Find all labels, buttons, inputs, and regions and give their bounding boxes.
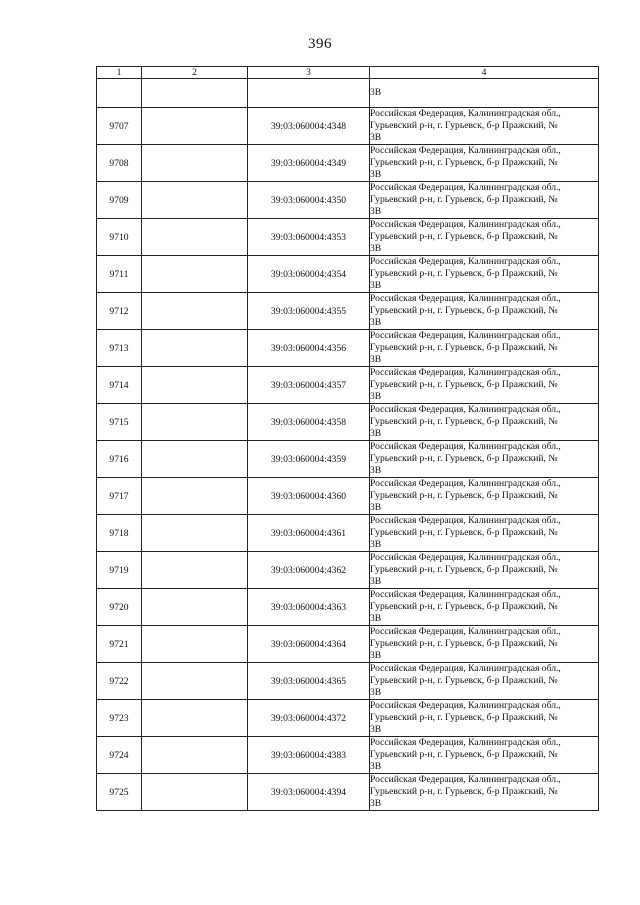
cadastral-number: 39:03:060004:4364 (248, 626, 370, 663)
table-row (97, 293, 599, 330)
column-header-1: 1 (97, 67, 142, 79)
address-cell (370, 330, 599, 367)
address-line-2: Гурьевский р-н, г. Гурьевск, б-р Пражский, № (370, 564, 558, 576)
table-row (97, 367, 599, 404)
empty-cell (142, 256, 248, 293)
table-row (97, 737, 599, 774)
empty-cell (142, 293, 248, 330)
table-header (97, 67, 599, 79)
row-number: 9722 (97, 663, 142, 700)
address-line-1: Российская Федерация, Калининградская обл., (370, 256, 561, 268)
cadastral-number: 39:03:060004:4358 (248, 404, 370, 441)
row-number: 9711 (97, 256, 142, 293)
table-row (97, 219, 599, 256)
address-cell (370, 589, 599, 626)
address-cell (370, 108, 599, 145)
cadastral-number: 39:03:060004:4383 (248, 737, 370, 774)
row-number: 9718 (97, 515, 142, 552)
address-line-3: 3В (370, 168, 382, 180)
table-row (97, 700, 599, 737)
table-row (97, 256, 599, 293)
table-row (97, 108, 599, 145)
address-line-2: Гурьевский р-н, г. Гурьевск, б-р Пражский, № (370, 120, 558, 132)
cadastral-number: 39:03:060004:4350 (248, 182, 370, 219)
row-number: 9707 (97, 108, 142, 145)
address-cell (370, 515, 599, 552)
empty-cell (142, 441, 248, 478)
row-number: 9713 (97, 330, 142, 367)
cadastral-number: 39:03:060004:4361 (248, 515, 370, 552)
cadastral-number: 39:03:060004:4362 (248, 552, 370, 589)
address-line-2: Гурьевский р-н, г. Гурьевск, б-р Пражский, № (370, 601, 558, 613)
row-number: 9723 (97, 700, 142, 737)
address-line-1: Российская Федерация, Калининградская обл., (370, 108, 561, 120)
address-line-3: 3В (370, 131, 382, 143)
address-line-2: Гурьевский р-н, г. Гурьевск, б-р Пражский, № (370, 379, 558, 391)
address-line-1: Российская Федерация, Калининградская обл., (370, 293, 561, 305)
row-number: 9712 (97, 293, 142, 330)
row-number: 9724 (97, 737, 142, 774)
address-cell (370, 367, 599, 404)
empty-cell (142, 367, 248, 404)
address-line-3: 3В (370, 575, 382, 587)
address-cell (370, 79, 599, 108)
address-line-2: Гурьевский р-н, г. Гурьевск, б-р Пражский, № (370, 342, 558, 354)
address-line-2: Гурьевский р-н, г. Гурьевск, б-р Пражский, № (370, 490, 558, 502)
cadastral-number: 39:03:060004:4356 (248, 330, 370, 367)
column-header-3: 3 (248, 67, 370, 79)
empty-cell (142, 478, 248, 515)
table-row (97, 182, 599, 219)
cadastral-number: 39:03:060004:4353 (248, 219, 370, 256)
cadastral-number: 39:03:060004:4348 (248, 108, 370, 145)
address-cell (370, 404, 599, 441)
cadastral-number: 39:03:060004:4359 (248, 441, 370, 478)
address-line-2: Гурьевский р-н, г. Гурьевск, б-р Пражский, № (370, 231, 558, 243)
address-cell (370, 145, 599, 182)
address-line-3: 3В (370, 723, 382, 735)
address-line-1: Российская Федерация, Калининградская обл., (370, 589, 561, 601)
cadastral-number: 39:03:060004:4360 (248, 478, 370, 515)
table-row (97, 330, 599, 367)
address-line-1: Российская Федерация, Калининградская обл., (370, 700, 561, 712)
row-number: 9721 (97, 626, 142, 663)
cadastral-number: 39:03:060004:4354 (248, 256, 370, 293)
cadastral-number: 39:03:060004:4357 (248, 367, 370, 404)
address-line-3: 3В (370, 649, 382, 661)
address-tail: 3В (370, 87, 382, 99)
table-row (97, 774, 599, 811)
empty-cell (142, 663, 248, 700)
empty-cell (142, 737, 248, 774)
row-number: 9714 (97, 367, 142, 404)
row-number: 9710 (97, 219, 142, 256)
address-cell (370, 774, 599, 811)
address-line-2: Гурьевский р-н, г. Гурьевск, б-р Пражский, № (370, 786, 558, 798)
row-number: 9720 (97, 589, 142, 626)
address-line-2: Гурьевский р-н, г. Гурьевск, б-р Пражский, № (370, 638, 558, 650)
address-line-2: Гурьевский р-н, г. Гурьевск, б-р Пражский, № (370, 305, 558, 317)
table-row (97, 145, 599, 182)
header-row (97, 67, 599, 79)
address-line-3: 3В (370, 538, 382, 550)
address-cell (370, 182, 599, 219)
address-line-3: 3В (370, 760, 382, 772)
address-cell (370, 552, 599, 589)
address-line-1: Российская Федерация, Калининградская обл., (370, 626, 561, 638)
row-number: 9717 (97, 478, 142, 515)
address-line-1: Российская Федерация, Калининградская обл., (370, 737, 561, 749)
empty-cell (142, 700, 248, 737)
row-number: 9715 (97, 404, 142, 441)
address-line-2: Гурьевский р-н, г. Гурьевск, б-р Пражский, № (370, 194, 558, 206)
row-number: 9725 (97, 774, 142, 811)
address-line-2: Гурьевский р-н, г. Гурьевск, б-р Пражский, № (370, 268, 558, 280)
address-cell (370, 219, 599, 256)
cadastral-number: 39:03:060004:4394 (248, 774, 370, 811)
address-line-1: Российская Федерация, Калининградская обл., (370, 774, 561, 786)
table-row (97, 663, 599, 700)
page-number: 396 (308, 36, 332, 52)
address-cell (370, 441, 599, 478)
empty-cell (142, 404, 248, 441)
empty-cell (142, 330, 248, 367)
row-number (97, 79, 142, 108)
address-line-1: Российская Федерация, Калининградская обл., (370, 367, 561, 379)
empty-cell (142, 108, 248, 145)
address-line-2: Гурьевский р-н, г. Гурьевск, б-р Пражский, № (370, 749, 558, 761)
empty-cell (142, 552, 248, 589)
address-line-1: Российская Федерация, Калининградская обл., (370, 478, 561, 490)
column-header-4: 4 (370, 67, 599, 79)
address-cell (370, 700, 599, 737)
address-line-2: Гурьевский р-н, г. Гурьевск, б-р Пражский, № (370, 416, 558, 428)
empty-cell (142, 626, 248, 663)
empty-cell (142, 774, 248, 811)
row-number: 9716 (97, 441, 142, 478)
cadastral-number: 39:03:060004:4365 (248, 663, 370, 700)
address-cell (370, 626, 599, 663)
table-row (97, 478, 599, 515)
address-line-2: Гурьевский р-н, г. Гурьевск, б-р Пражский, № (370, 453, 558, 465)
cadastral-number (248, 79, 370, 108)
table-row (97, 552, 599, 589)
address-line-1: Российская Федерация, Калининградская обл., (370, 663, 561, 675)
address-line-3: 3В (370, 205, 382, 217)
registry-table (96, 66, 599, 811)
address-cell (370, 737, 599, 774)
address-line-1: Российская Федерация, Калининградская обл., (370, 182, 561, 194)
empty-cell (142, 589, 248, 626)
column-header-2: 2 (142, 67, 248, 79)
address-line-3: 3В (370, 353, 382, 365)
address-line-3: 3В (370, 612, 382, 624)
address-line-1: Российская Федерация, Калининградская обл., (370, 552, 561, 564)
address-line-2: Гурьевский р-н, г. Гурьевск, б-р Пражский, № (370, 675, 558, 687)
address-cell (370, 256, 599, 293)
table-row-continuation (97, 79, 599, 108)
address-cell (370, 293, 599, 330)
address-cell (370, 663, 599, 700)
row-number: 9708 (97, 145, 142, 182)
empty-cell (142, 219, 248, 256)
address-line-1: Российская Федерация, Калининградская обл., (370, 404, 561, 416)
empty-cell (142, 145, 248, 182)
row-number: 9709 (97, 182, 142, 219)
table-row (97, 626, 599, 663)
table-row (97, 404, 599, 441)
address-line-3: 3В (370, 242, 382, 254)
address-line-3: 3В (370, 279, 382, 291)
cadastral-number: 39:03:060004:4355 (248, 293, 370, 330)
empty-cell (142, 182, 248, 219)
cadastral-number: 39:03:060004:4363 (248, 589, 370, 626)
address-line-3: 3В (370, 686, 382, 698)
address-line-1: Российская Федерация, Калининградская обл., (370, 441, 561, 453)
address-line-1: Российская Федерация, Калининградская обл., (370, 515, 561, 527)
table-row (97, 515, 599, 552)
address-line-3: 3В (370, 797, 382, 809)
address-line-1: Российская Федерация, Калининградская обл., (370, 330, 561, 342)
address-line-3: 3В (370, 427, 382, 439)
empty-cell (142, 515, 248, 552)
address-cell (370, 478, 599, 515)
address-line-2: Гурьевский р-н, г. Гурьевск, б-р Пражский, № (370, 712, 558, 724)
table-row (97, 441, 599, 478)
table-row (97, 589, 599, 626)
address-line-3: 3В (370, 464, 382, 476)
cadastral-number: 39:03:060004:4372 (248, 700, 370, 737)
address-line-3: 3В (370, 501, 382, 513)
address-line-3: 3В (370, 316, 382, 328)
address-line-1: Российская Федерация, Калининградская обл., (370, 145, 561, 157)
table-body (97, 79, 599, 811)
row-number: 9719 (97, 552, 142, 589)
address-line-2: Гурьевский р-н, г. Гурьевск, б-р Пражский, № (370, 527, 558, 539)
address-line-1: Российская Федерация, Калининградская обл., (370, 219, 561, 231)
empty-cell (142, 79, 248, 108)
address-line-2: Гурьевский р-н, г. Гурьевск, б-р Пражский, № (370, 157, 558, 169)
address-line-3: 3В (370, 390, 382, 402)
cadastral-number: 39:03:060004:4349 (248, 145, 370, 182)
